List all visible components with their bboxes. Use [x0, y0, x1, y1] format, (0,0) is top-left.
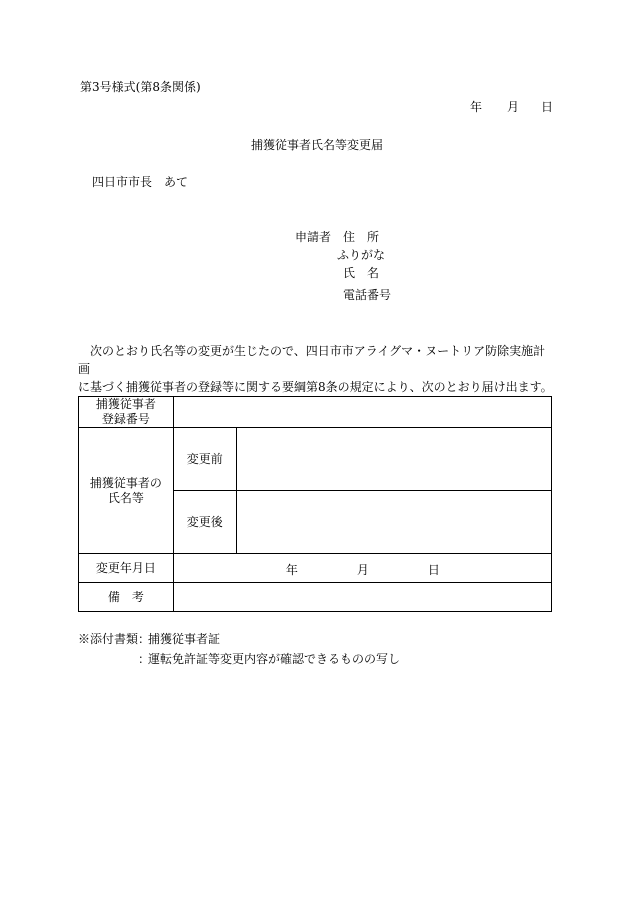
change-date-field[interactable]	[173, 554, 551, 583]
table-row	[79, 397, 552, 428]
applicant-phone-label: 電話番号	[343, 288, 392, 302]
after-field[interactable]	[236, 491, 551, 554]
change-date-label: 変更年月日	[79, 554, 174, 583]
page-title: 捕獲従事者氏名等変更届	[251, 138, 384, 152]
change-form-table	[78, 396, 552, 612]
name-change-label: 捕獲従事者の 氏名等	[79, 428, 174, 554]
table-row	[79, 554, 552, 583]
date-header-day: 日	[541, 100, 554, 114]
applicant-address-label: 住 所	[343, 230, 380, 244]
addressee: 四日市市長 あて	[92, 175, 189, 189]
attachment-item-2: 運転免許証等変更内容が確認できるものの写し	[148, 652, 401, 666]
form-number: 第3号様式(第8条関係)	[80, 80, 201, 94]
applicant-furigana-label: ふりがな	[337, 248, 386, 262]
body-line-1: 次のとおり氏名等の変更が生じたので、四日市市アライグマ・ヌートリア防除実施計画	[78, 344, 546, 376]
remarks-label: 備 考	[79, 583, 174, 612]
after-label: 変更後	[173, 491, 236, 554]
body-line-2: に基づく捕獲従事者の登録等に関する要綱第8条の規定により、次のとおり届け出ます。	[78, 380, 553, 394]
applicant-name-label: 氏 名	[343, 266, 380, 280]
change-date-day: 日	[427, 563, 440, 577]
before-field[interactable]	[236, 428, 551, 491]
attachment-item-2-prefix: ：	[138, 652, 151, 666]
remarks-field[interactable]	[173, 583, 551, 612]
date-header-month: 月	[507, 100, 520, 114]
attachment-item-1: 捕獲従事者証	[148, 632, 221, 646]
table-row	[79, 428, 552, 491]
applicant-label: 申請者	[295, 230, 332, 244]
reg-number-label: 捕獲従事者 登録番号	[79, 397, 174, 428]
body-text	[78, 342, 556, 396]
reg-number-field[interactable]	[173, 397, 551, 428]
date-header-year: 年	[470, 100, 483, 114]
table-row	[79, 583, 552, 612]
change-date-month: 月	[356, 563, 369, 577]
attachments-label: ※添付書類：	[78, 632, 151, 646]
before-label: 変更前	[173, 428, 236, 491]
change-date-year: 年	[285, 563, 298, 577]
